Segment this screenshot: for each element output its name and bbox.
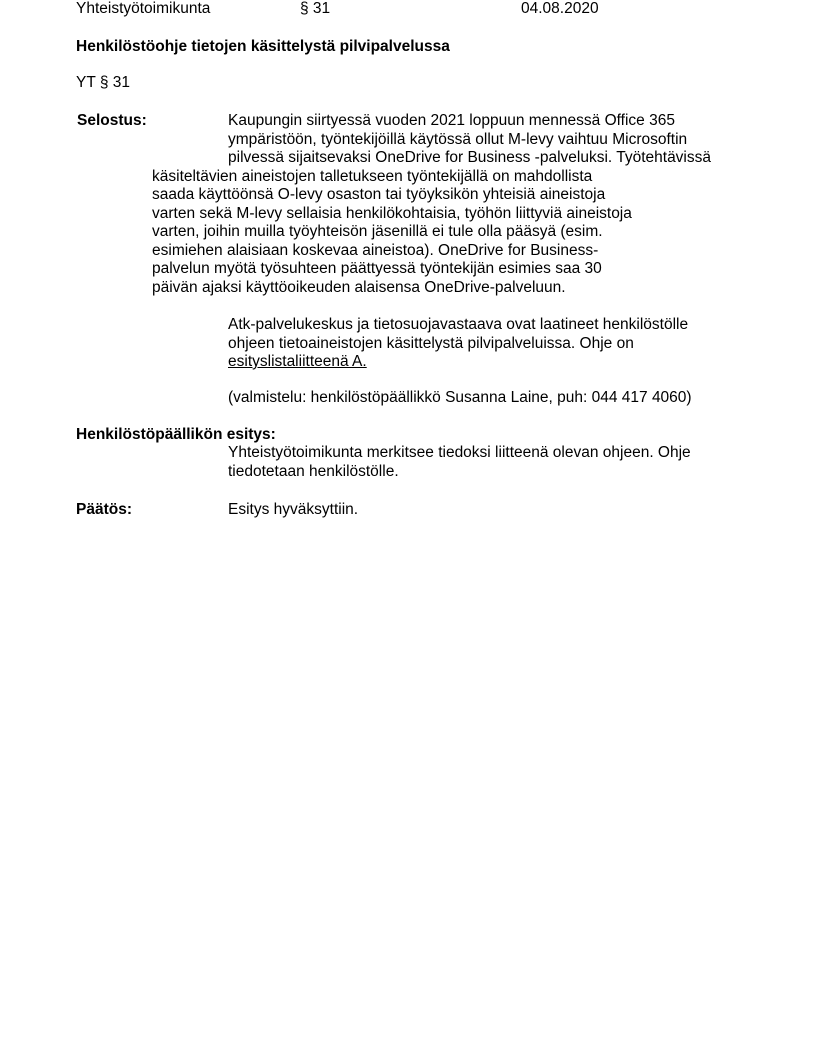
text-line: pilvessä sijaitsevaksi OneDrive for Business -palveluksi. Työtehtävissä bbox=[228, 149, 711, 166]
text-line: ympäristöön, työntekijöillä käytössä ollut M-levy vaihtuu Microsoftin bbox=[228, 130, 688, 148]
text-line: palvelun myötä työsuhteen päättyessä työntekijän esimies saa 30 bbox=[152, 260, 602, 277]
text-line: saada käyttöönsä O-levy osaston tai työyksikön yhteisiä aineistoja bbox=[152, 186, 606, 203]
esitys-text bbox=[228, 444, 691, 481]
attachment-link[interactable]: esityslistaliitteenä A. bbox=[228, 353, 367, 370]
text-line: ohjeen tietoaineistojen käsittelystä pilvipalveluissa. Ohje on bbox=[228, 334, 634, 352]
text-line: varten, joihin muilla työyhteisön jäsenillä ei tule olla pääsyä (esim. bbox=[152, 223, 603, 240]
section-reference: YT § 31 bbox=[76, 74, 131, 91]
section-number: § 31 bbox=[300, 0, 331, 17]
text-line: tiedotetaan henkilöstölle. bbox=[228, 462, 399, 480]
text-line: varten sekä M-levy sellaisia henkilökohtaisia, työhön liittyviä aineistoja bbox=[152, 204, 632, 222]
committee-name: Yhteistyötoimikunta bbox=[76, 0, 211, 17]
text-line: käsiteltävien aineistojen talletukseen työntekijällä on mahdollista bbox=[152, 167, 593, 185]
selostus-paragraph bbox=[0, 112, 816, 297]
paatos-label: Päätös: bbox=[76, 501, 132, 518]
selostus-paragraph-2 bbox=[228, 316, 688, 372]
text-line: Atk-palvelukeskus ja tietosuojavastaava ovat laatineet henkilöstölle bbox=[228, 316, 689, 333]
text-line: päivän ajaksi käyttöoikeuden alaisensa OneDrive-palveluun. bbox=[152, 278, 566, 296]
meeting-date: 04.08.2020 bbox=[521, 0, 599, 17]
text-line: Yhteistyötoimikunta merkitsee tiedoksi liitteenä olevan ohjeen. Ohje bbox=[228, 444, 691, 461]
paatos-text: Esitys hyväksyttiin. bbox=[228, 501, 359, 518]
selostus-label: Selostus: bbox=[77, 112, 147, 129]
preparation-note: (valmistelu: henkilöstöpäällikkö Susanna Laine, puh: 044 417 4060) bbox=[228, 389, 692, 406]
text-line: Kaupungin siirtyessä vuoden 2021 loppuun mennessä Office 365 bbox=[228, 112, 675, 129]
text-line: esimiehen alaisiaan koskevaa aineistoa). OneDrive for Business- bbox=[152, 241, 599, 259]
document-title: Henkilöstöohje tietojen käsittelystä pilvipalvelussa bbox=[76, 38, 450, 55]
esitys-label: Henkilöstöpäällikön esitys: bbox=[76, 426, 276, 443]
